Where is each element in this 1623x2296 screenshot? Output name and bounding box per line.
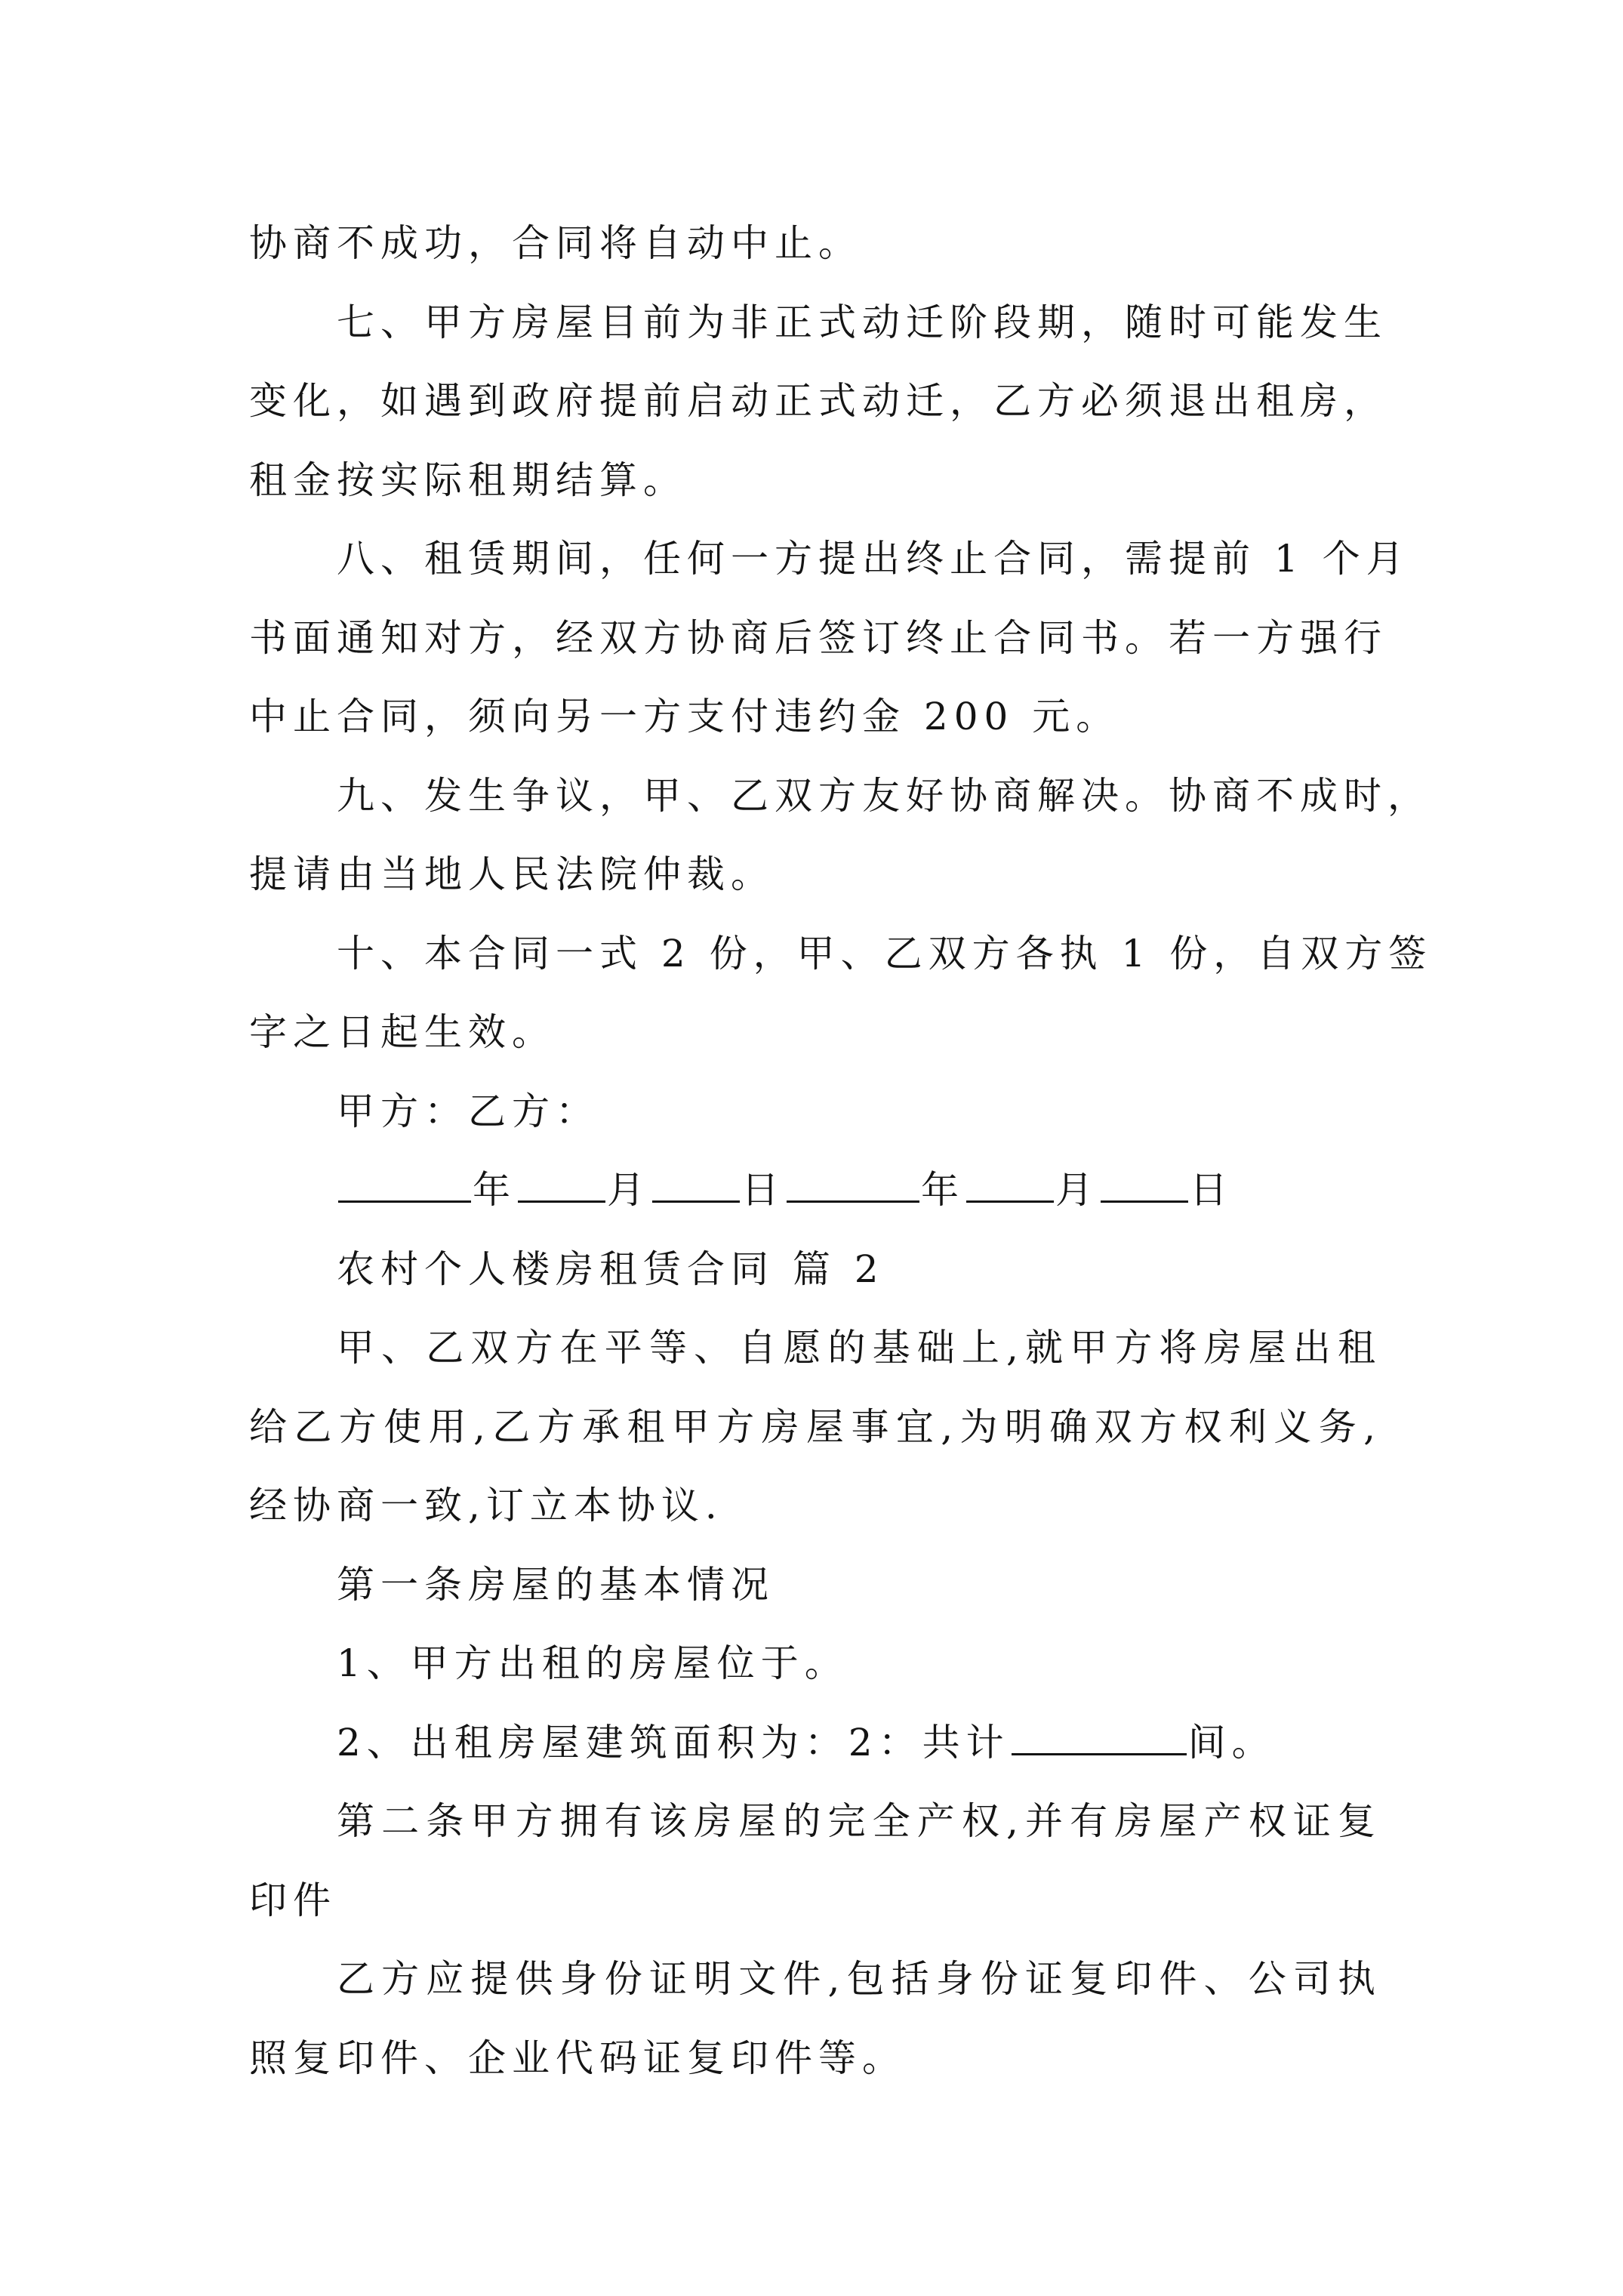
area-line: [249, 1703, 1381, 1783]
room-count-blank: [1012, 1718, 1187, 1755]
area-text: 2、出租房屋建筑面积为：2：共计: [337, 1720, 1010, 1764]
text-line: 1、甲方出租的房屋位于。: [337, 1641, 848, 1685]
text-line: 中止合同，须向另一方支付违约金 200 元。: [249, 695, 1120, 738]
month-blank: [518, 1166, 605, 1203]
year-label: 年: [473, 1168, 516, 1212]
text-line: 租金按实际租期结算。: [249, 458, 687, 502]
month-blank: [966, 1166, 1054, 1203]
day-label: 日: [741, 1168, 785, 1212]
text-line: 八、租赁期间，任何一方提出终止合同，需提前 1 个月: [337, 537, 1410, 581]
area-text-end: 间。: [1187, 1720, 1276, 1764]
year-label: 年: [921, 1168, 965, 1212]
text-line: 变化，如遇到政府提前启动正式动迁，乙方必须退出租房，: [249, 379, 1387, 423]
text-line: 协商不成功，合同将自动中止。: [249, 221, 862, 265]
month-label: 月: [607, 1168, 651, 1212]
text-line: 经协商一致,订立本协议.: [249, 1484, 723, 1527]
text-line: 提请由当地人民法院仲裁。: [249, 852, 775, 896]
text-line: 九、发生争议，甲、乙双方友好协商解决。协商不成时，: [337, 773, 1431, 818]
year-blank: [338, 1166, 471, 1203]
section-title: 农村个人楼房租赁合同 篇 2: [337, 1247, 885, 1291]
text-line: 十、本合同一式 2 份，甲、乙双方各执 1 份，自双方签: [337, 931, 1433, 975]
text-line: 书面通知对方，经双方协商后签订终止合同书。若一方强行: [249, 615, 1387, 660]
text-line: 印件: [249, 1878, 337, 1922]
document-body: [249, 204, 1433, 2097]
day-blank: [652, 1166, 740, 1203]
year-blank: [787, 1166, 919, 1203]
text-line: 字之日起生效。: [249, 1010, 556, 1054]
text-line: 乙方应提供身份证明文件,包括身份证复印件、公司执: [337, 1957, 1381, 2001]
text-line: 第一条房屋的基本情况: [337, 1562, 775, 1607]
text-line: 甲、乙双方在平等、自愿的基础上,就甲方将房屋出租: [337, 1326, 1381, 1370]
signature-parties-line: 甲方：乙方：: [337, 1089, 599, 1133]
day-blank: [1101, 1166, 1188, 1203]
month-label: 月: [1055, 1168, 1099, 1212]
text-line: 七、甲方房屋目前为非正式动迁阶段期，随时可能发生: [337, 300, 1387, 344]
signature-date-line: [249, 1151, 1381, 1230]
day-label: 日: [1190, 1168, 1233, 1212]
text-line: 照复印件、企业代码证复印件等。: [249, 2036, 906, 2080]
text-line: 给乙方使用,乙方承租甲方房屋事宜,为明确双方权利义务,: [249, 1404, 1381, 1449]
text-line: 第二条甲方拥有该房屋的完全产权,并有房屋产权证复: [337, 1799, 1381, 1843]
